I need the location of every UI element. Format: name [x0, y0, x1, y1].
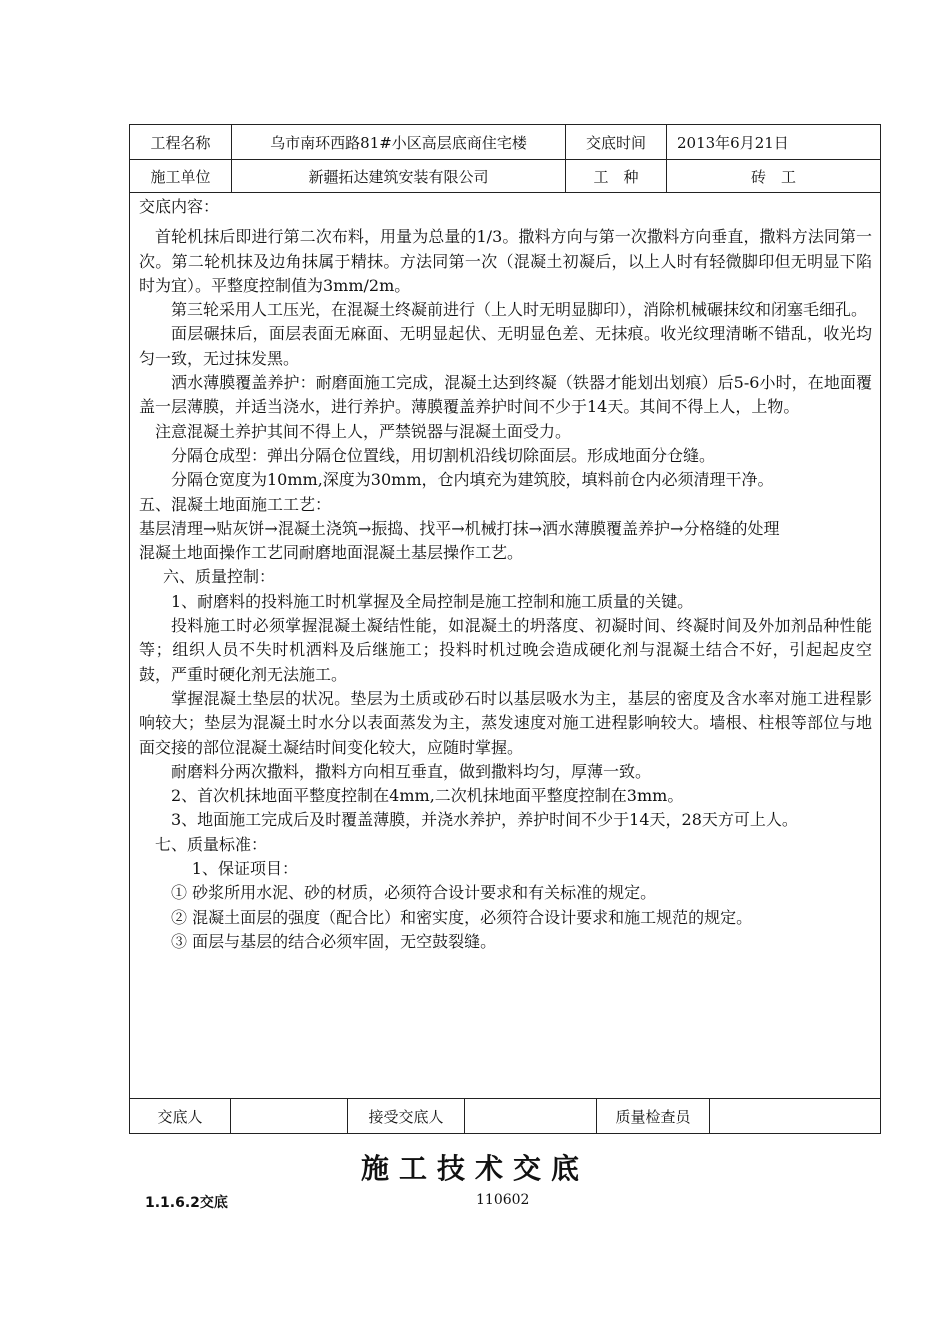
paragraph: 掌握混凝土垫层的状况。垫层为土质或砂石时以基层吸水为主，基层的密度及含水率对施工进程影响较大；垫层为混凝土时水分以表面蒸发为主，蒸发速度对施工进程影响较大。墙根、柱根等部位与地面交接的部位混凝土凝结时间变化较大，应随时掌握。 — [139, 688, 872, 757]
paragraph: 混凝土地面操作工艺同耐磨地面混凝土基层操作工艺。 — [139, 543, 524, 563]
signature-row — [130, 1099, 880, 1133]
header-row-project — [130, 125, 880, 160]
header-row-unit — [130, 160, 880, 193]
paragraph: 3、地面施工完成后及时覆盖薄膜，并浇水养护，养护时间不少于14天，28天方可上人。 — [171, 810, 798, 830]
paragraph: 注意混凝土养护其间不得上人，严禁锐器与混凝土面受力。 — [155, 421, 572, 441]
unit-label: 施工单位 — [130, 160, 232, 192]
paragraph: 分隔仓成型：弹出分隔仓位置线，用切割机沿线切除面层。形成地面分仓缝。 — [171, 445, 716, 465]
paragraph: ① 砂浆所用水泥、砂的材质，必须符合设计要求和有关标准的规定。 — [171, 883, 657, 903]
sub-heading: 1、保证项目： — [191, 859, 298, 879]
trade-label: 工 种 — [566, 160, 667, 192]
paragraph: 基层清理→贴灰饼→混凝土浇筑→振捣、找平→机械打抹→洒水薄膜覆盖养护→分格缝的处理 — [139, 518, 780, 538]
section-code: 1.1.6.2交底 — [145, 1195, 228, 1211]
section-heading: 七、质量标准： — [155, 834, 268, 854]
paragraph: 耐磨料分两次撒料，撒料方向相互垂直，做到撒料均匀，厚薄一致。 — [171, 761, 652, 781]
paragraph: 2、首次机抹地面平整度控制在4mm,二次机抹地面平整度控制在3mm。 — [171, 786, 684, 806]
trade-value: 砖 工 — [750, 167, 796, 186]
inspector-signature-field[interactable] — [710, 1099, 880, 1133]
date-label: 交底时间 — [566, 125, 667, 159]
paragraph: 面层碾抹后，面层表面无麻面、无明显起伏、无明显色差、无抹痕。收光纹理清晰不错乱，收光均匀一致，无过抹发黑。 — [139, 324, 872, 368]
paragraph: ② 混凝土面层的强度（配合比）和密实度，必须符合设计要求和施工规范的规定。 — [171, 907, 753, 927]
paragraph: ③ 面层与基层的结合必须牢固，无空鼓裂缝。 — [171, 931, 497, 951]
receiver-signature-field[interactable] — [465, 1099, 597, 1133]
section-heading: 六、质量控制： — [163, 567, 276, 587]
section-heading: 五、混凝土地面施工工艺： — [139, 494, 332, 514]
paragraph: 洒水薄膜覆盖养护：耐磨面施工完成，混凝土达到终凝（铁器才能划出划痕）后5-6小时，在地面覆盖一层薄膜，并适当浇水，进行养护。薄膜覆盖养护时间不少于14天。其间不得上人，上物。 — [139, 373, 872, 417]
content-heading: 交底内容： — [139, 197, 220, 216]
document-number: 110602 — [476, 1192, 530, 1208]
project-label: 工程名称 — [130, 125, 232, 159]
disclosure-content — [130, 193, 880, 1099]
receiver-label: 接受交底人 — [348, 1099, 465, 1133]
unit-value: 新疆拓达建筑安装有限公司 — [232, 160, 566, 192]
paragraph: 投料施工时必须掌握混凝土凝结性能，如混凝土的坍落度、初凝时间、终凝时间及外加剂品种性能等；组织人员不失时机洒料及后继施工；投料时机过晚会造成硬化剂与混凝土结合不好，引起起皮空鼓，严重时硬化剂无法施工。 — [139, 616, 872, 684]
date-value: 2013年6月21日 — [677, 133, 789, 152]
paragraph: 1、耐磨料的投料施工时机掌握及全局控制是施工控制和施工质量的关键。 — [171, 591, 694, 611]
project-value: 乌市南环西路81#小区高层底商住宅楼 — [232, 125, 566, 159]
paragraph: 首轮机抹后即进行第二次布料，用量为总量的1/3。撒料方向与第一次撒料方向垂直，撒料方法同第一次。第二轮机抹及边角抹属于精抹。方法同第一次（混凝土初凝后，以上人时有轻微脚印但无明显下陷时为宜）。平整度控制值为3mm/2m。 — [139, 227, 872, 295]
paragraph: 分隔仓宽度为10mm,深度为30mm，仓内填充为建筑胶，填料前仓内必须清理干净。 — [171, 470, 774, 490]
paragraph: 第三轮采用人工压光，在混凝土终凝前进行（上人时无明显脚印），消除机械碾抹纹和闭塞毛细孔。 — [171, 300, 868, 320]
document-title: 施工技术交底 — [360, 1152, 589, 1185]
issuer-label: 交底人 — [130, 1099, 231, 1133]
disclosure-form — [129, 124, 881, 1134]
inspector-label: 质量检查员 — [597, 1099, 710, 1133]
issuer-signature-field[interactable] — [231, 1099, 348, 1133]
